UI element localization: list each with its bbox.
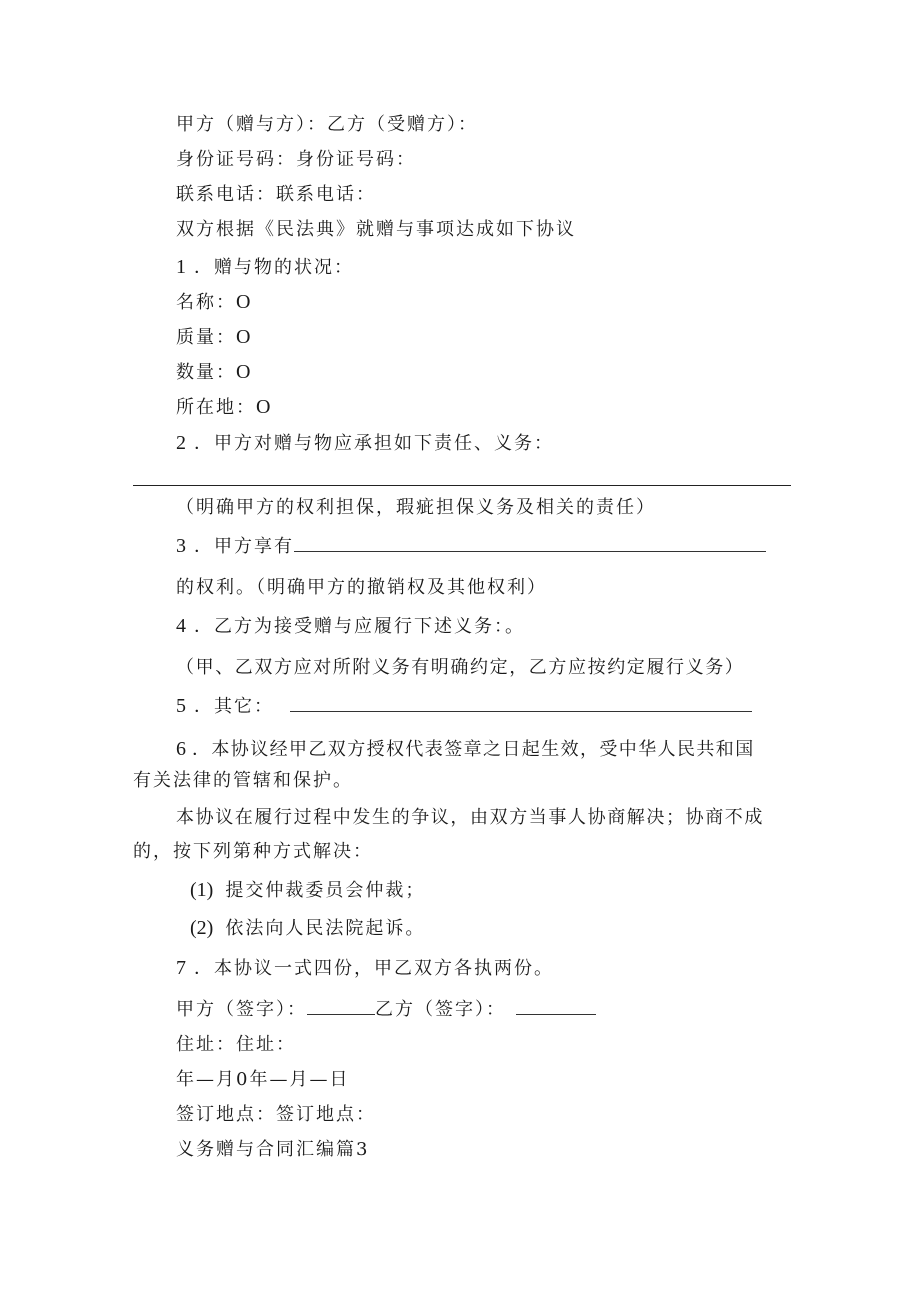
field-label: 名称：: [176, 292, 236, 313]
party-line: 甲方（赠与方）：乙方（受赠方）：: [176, 114, 478, 135]
field-label: 质量：: [176, 327, 236, 348]
section-2-note: （明确甲方的权利担保，瑕疵担保义务及相关的责任）: [176, 497, 656, 518]
section-text: ．本协议经甲乙双方授权代表签章之日起生效，受中华人民共和国: [192, 739, 755, 760]
field-value: O: [236, 361, 251, 383]
section-number: 3: [176, 535, 186, 557]
section-3-heading: [176, 534, 766, 559]
section-number: 5: [176, 695, 186, 717]
field-value: O: [256, 396, 271, 418]
blank-fill-line: [294, 535, 766, 552]
section-text: ．赠与物的状况：: [194, 257, 354, 278]
footer-title: 义务赠与合同汇编篇3: [176, 1139, 370, 1160]
party-a-signature-label: 甲方（签字）：: [176, 999, 307, 1020]
option-number: (1): [190, 879, 214, 901]
section-4-note: （甲、乙双方应对所附义务有明确约定，乙方应按约定履行义务）: [176, 657, 745, 678]
section-text: ．其它：: [194, 696, 274, 717]
option-number: (2): [190, 917, 214, 939]
section-number: 4: [176, 615, 186, 637]
blank-fill-line: [307, 998, 375, 1015]
item-location: [176, 395, 270, 420]
blank-fill-line: [133, 485, 791, 486]
field-value: O: [236, 326, 251, 348]
section-6-heading: [176, 737, 755, 762]
section-2-heading: [176, 431, 554, 456]
item-quality: [176, 325, 250, 350]
section-number: 6: [176, 738, 186, 760]
section-number: 2: [176, 432, 186, 454]
party-b-signature-label: 乙方（签字）：: [375, 999, 506, 1020]
field-value: O: [236, 291, 251, 313]
section-text: ．本协议一式四份，甲乙双方各执两份。: [194, 958, 554, 979]
phone-line: 联系电话：联系电话：: [176, 184, 376, 205]
date-line: 年—月0年—月—日: [176, 1069, 350, 1090]
signature-line: [176, 998, 596, 1022]
dispute-clause-continued: 的，按下列第种方式解决：: [133, 841, 373, 862]
section-text: ．甲方享有: [194, 536, 294, 557]
section-3-continued: 的权利。（明确甲方的撤销权及其他权利）: [176, 577, 547, 598]
field-label: 数量：: [176, 362, 236, 383]
option-text: 依法向人民法院起诉。: [225, 918, 426, 939]
section-6-continued: 有关法律的管辖和保护。: [133, 770, 353, 791]
section-5-heading: [176, 694, 752, 719]
section-4-heading: [176, 614, 525, 639]
blank-fill-line: [290, 695, 752, 712]
item-quantity: [176, 360, 250, 385]
signing-place-line: 签订地点：签订地点：: [176, 1104, 376, 1125]
section-text: ．乙方为接受赠与应履行下述义务：。: [194, 616, 525, 637]
dispute-option-2: [190, 916, 425, 941]
item-name: [176, 290, 250, 315]
dispute-option-1: [190, 878, 425, 903]
agreement-intro: 双方根据《民法典》就赠与事项达成如下协议: [176, 219, 576, 240]
section-number: 7: [176, 957, 186, 979]
address-line: 住址：住址：: [176, 1034, 296, 1055]
option-text: 提交仲裁委员会仲裁；: [225, 880, 426, 901]
section-text: ．甲方对赠与物应承担如下责任、义务：: [194, 433, 554, 454]
section-1-heading: [176, 255, 354, 280]
section-7-heading: [176, 956, 554, 981]
id-number-line: 身份证号码：身份证号码：: [176, 149, 416, 170]
blank-fill-line: [516, 998, 596, 1015]
section-number: 1: [176, 256, 186, 278]
field-label: 所在地：: [176, 397, 256, 418]
dispute-clause: 本协议在履行过程中发生的争议，由双方当事人协商解决；协商不成: [176, 807, 764, 828]
